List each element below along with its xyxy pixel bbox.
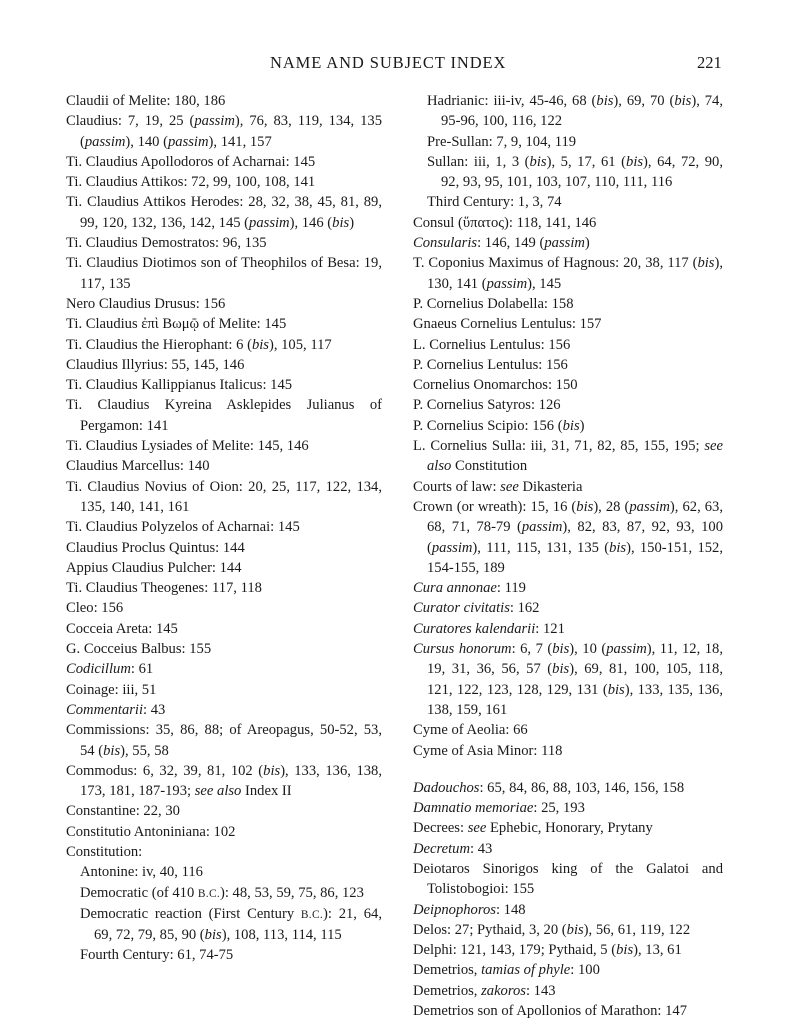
entry-text: Coinage: iii, 51 [66,681,157,698]
index-entry [66,477,382,518]
entry-text: Claudii of Melite: 180, 186 [66,93,226,109]
entry-text: bis [609,539,627,556]
index-entry [413,355,723,375]
entry-text: bis [596,93,614,109]
entry-text: bis [566,921,584,938]
entry-text: Ti. Claudius Lysiades of Melite: 145, 146 [66,438,309,455]
index-entry [66,192,382,233]
index-subentry [427,132,723,152]
entry-text: passim [629,498,670,515]
index-entry [413,981,723,1001]
entry-text: Deipnophoros [413,901,496,918]
page-title: NAME AND SUBJECT INDEX [270,53,507,72]
index-entry [413,395,723,415]
entry-text: Sullan: iii, 1, 3 ( [427,153,530,170]
entry-text: Ephebic, Honorary, Prytany [486,820,653,837]
entry-text: bis [263,762,281,779]
index-entry [66,233,382,253]
index-entry [413,294,723,314]
entry-text: B.C. [197,887,220,900]
entry-text: Democratic reaction (First Century [80,905,301,922]
index-entry [413,213,723,233]
index-entry [66,111,382,152]
entry-text: ) [349,214,355,231]
entry-text: : 146, 149 ( [477,235,545,252]
entry-text: bis [674,93,692,109]
entry-text: Cyme of Aeolia: 66 [413,722,528,739]
index-entry [413,598,723,618]
running-header [0,53,787,77]
index-entry [413,960,723,980]
entry-text: see also [194,783,242,800]
entry-text: passim [194,113,235,130]
entry-text: P. Cornelius Lentulus: 156 [413,356,568,373]
entry-text: Claudius Marcellus: 140 [66,458,210,475]
entry-text: Ti. Claudius Kallippianus Italicus: 145 [66,377,293,394]
entry-text: ), 108, 113, 114, 115 [221,927,342,944]
entry-text: passim [249,214,290,231]
index-entry [413,798,723,818]
index-entry [413,233,723,253]
entry-text: : 6, 7 ( [511,641,553,658]
entry-text: : 148 [495,901,526,918]
entry-text: ), 74, 95-96, 100, 116, 122 [441,93,723,130]
entry-text: Demetrios, [413,982,482,999]
entry-text: passim [431,539,473,556]
index-entry [66,619,382,639]
entry-text: ), 55, 58 [120,742,169,759]
entry-text: Ti. Claudius Diotimos son of Theophilos of Besa: 19, 117, 135 [66,255,382,292]
entry-text: Appius Claudius Pulcher: 144 [66,559,242,576]
entry-text: : 162 [509,600,540,617]
index-entry [66,152,382,172]
entry-text: ), 141, 157 [208,133,272,150]
entry-text: ), 56, 61, 119, 122 [583,921,691,938]
entry-text: P. Cornelius Scipio: 156 ( [413,417,563,434]
index-entry [413,778,723,798]
entry-text: P. Cornelius Dolabella: 158 [413,295,574,312]
index-entry [413,920,723,940]
entry-text: G. Cocceius Balbus: 155 [66,641,212,658]
entry-text: passim [486,275,528,292]
entry-text: Cursus honorum [413,641,512,658]
entry-text: passim [544,235,585,252]
index-subentry [80,883,382,904]
index-entry [413,416,723,436]
entry-text: Claudius: 7, 19, 25 ( [66,113,195,130]
entry-text: see [467,820,487,837]
entry-text: Nero Claudius Drusus: 156 [66,295,226,312]
entry-text: Demetrios son of Apollonios of Marathon: 147 [413,1003,688,1020]
page-number: 221 [697,53,722,72]
index-entry [413,900,723,920]
entry-text: zakoros [481,982,526,999]
index-subentry [80,904,382,946]
entry-text: bis [204,927,222,944]
index-entry [66,598,382,618]
index-entry [66,456,382,476]
index-entry [413,839,723,859]
entry-text: B.C. [300,908,323,921]
index-entry [66,172,382,192]
entry-text: Hadrianic: iii-iv, 45-46, 68 ( [427,93,597,109]
entry-text: Fourth Century: 61, 74-75 [80,947,234,964]
entry-text: passim [606,641,647,658]
entry-text: Ti. Claudius Polyzelos of Acharnai: 145 [66,519,300,536]
entry-text: ), 130, 141 ( [427,255,723,292]
entry-text: Delos: 27; Pythaid, 3, 20 ( [413,921,567,938]
entry-text: ), 28 ( [593,498,630,515]
index-entry [413,859,723,900]
index-entry [66,720,382,761]
entry-text: Deiotaros Sinorigos king of the Galatoi and Tolistobogioi: 155 [413,860,723,898]
index-entry [66,436,382,456]
entry-text: Constitution: [66,843,143,860]
entry-text: bis [251,336,269,353]
entry-text: ), 11, 12, 18, 19, 31, 36, 56, 57 ( [427,641,723,678]
entry-text: ), 82, 83, 87, 92, 93, 100 ( [427,519,723,556]
entry-text: ), 10 ( [569,641,607,658]
entry-text: : 100 [570,962,600,979]
entry-text: Commentarii [66,701,144,718]
index-subentry [80,945,382,965]
entry-text: : 25, 193 [533,800,585,817]
entry-text: : 61 [130,661,154,678]
index-entry [66,355,382,375]
entry-text: see [500,478,519,495]
entry-text: Consul (ὕπατος): 118, 141, 146 [413,214,597,231]
index-entry [66,639,382,659]
entry-text: Curatores kalendarii [413,620,536,637]
index-entry [66,822,382,842]
entry-text: Commissions: 35, 86, 88; of Areopagus, 50-52, 53, 54 ( [66,722,382,759]
entry-text: ), 133, 135, 136, 138, 159, 161 [427,681,723,718]
entry-text: Antonine: iv, 40, 116 [80,864,203,881]
index-entry [413,940,723,960]
index-entry [413,639,723,720]
entry-text: Ti. Claudius Attikos: 72, 99, 100, 108, 141 [66,174,316,191]
entry-text: : 43 [143,701,166,718]
index-column-right [413,91,723,1021]
entry-text: Ti. Claudius Apollodoros of Acharnai: 145 [66,153,316,170]
index-entry [66,395,382,436]
index-entry [66,335,382,355]
entry-text: passim [521,519,563,536]
entry-text: : 43 [470,840,493,857]
index-entry [413,477,723,497]
entry-text: Third Century: 1, 3, 74 [427,194,562,211]
index-entry [413,375,723,395]
index-entry [413,741,723,761]
index-entry [66,517,382,537]
index-entry [66,91,382,111]
entry-text: Constitution [451,458,528,475]
entry-text: : 65, 84, 86, 88, 103, 146, 156, 158 [479,779,685,796]
entry-text: ), 64, 72, 90, 92, 93, 95, 101, 103, 107, 110, 111, 116 [441,153,723,191]
index-entry [66,842,382,862]
entry-text: ), 133, 136, 138, 173, 181, 187-193; [80,762,382,800]
entry-text: bis [607,681,625,698]
entry-text: see also [427,438,723,475]
entry-text: T. Coponius Maximus of Hagnous: 20, 38, 117 ( [413,255,698,272]
index-entry [413,1001,723,1021]
index-subentry [427,152,723,193]
entry-text: bis [552,661,570,678]
index-subentry [80,862,382,882]
entry-text: Curator civitatis [413,600,510,617]
index-entry [66,680,382,700]
index-entry [66,314,382,334]
entry-text: Consularis [413,235,478,252]
entry-text: Commodus: 6, 32, 39, 81, 102 ( [66,762,264,779]
entry-text: passim [167,133,209,150]
index-subentry [427,91,723,132]
entry-text: Cura annonae [413,580,497,597]
entry-text: Pre-Sullan: 7, 9, 104, 119 [427,133,577,150]
entry-text: bis [332,214,350,231]
entry-text: Claudius Proclus Quintus: 144 [66,539,245,556]
entry-text: bis [103,742,121,759]
index-entry [66,700,382,720]
entry-text: Decretum [413,840,470,857]
entry-text: Index II [241,783,292,800]
entry-text: Ti. Claudius Novius of Oion: 20, 25, 117, 122, 134, 135, 140, 141, 161 [66,478,382,515]
entry-text: Cornelius Onomarchos: 150 [413,377,578,394]
index-column-left [66,91,382,966]
index-entry [66,294,382,314]
index-entry [413,578,723,598]
entry-text: ), 69, 81, 100, 105, 118, 121, 122, 123, 128, 129, 131 ( [427,661,724,698]
entry-text: Ti. Claudius Theogenes: 117, 118 [66,580,262,597]
entry-text: bis [552,641,570,658]
entry-text: Cleo: 156 [66,600,124,617]
entry-text: ), 76, 83, 119, 134, 135 ( [80,113,382,150]
entry-text: bis [616,942,634,959]
entry-text: ): 21, 64, 69, 72, 79, 85, 90 ( [94,905,382,944]
section-gap [413,761,723,778]
entry-text: Democratic (of 410 [80,884,198,901]
index-entry [413,253,723,294]
entry-text: ), 140 ( [125,133,168,150]
entry-text: Ti. Claudius Demostratos: 96, 135 [66,235,267,252]
entry-text: Crown (or wreath): 15, 16 ( [413,498,577,515]
entry-text: Cyme of Asia Minor: 118 [413,742,563,759]
entry-text: Ti. Claudius Attikos Herodes: 28, 32, 38, 45, 81, 89, 99, 120, 132, 136, 142, 145 ( [66,194,382,231]
index-entry [413,314,723,334]
index-entry [413,436,723,477]
entry-text: ), 111, 115, 131, 135 ( [472,539,610,556]
entry-text: ): 48, 53, 59, 75, 86, 123 [219,884,364,901]
entry-text: Demetrios, [413,962,482,979]
entry-text: Decrees: [413,820,468,837]
entry-text: Constantine: 22, 30 [66,803,180,820]
entry-text: ), 69, 70 ( [613,93,675,109]
index-entry [413,818,723,838]
index-entry [413,497,723,578]
entry-text: bis [529,153,547,170]
entry-text: bis [562,417,580,434]
entry-text: Codicillum [66,661,131,678]
index-entry [66,558,382,578]
entry-text: ) [579,417,585,434]
entry-text: bis [576,498,594,515]
entry-text: Damnatio memoriae [413,800,534,817]
entry-text: ), 146 ( [289,214,333,231]
index-entry [66,253,382,294]
index-subentry [427,192,723,212]
index-entry [66,761,382,802]
entry-text: Ti. Claudius Kyreina Asklepides Julianus of Pergamon: 141 [66,397,382,434]
entry-text: bis [697,255,715,272]
index-entry [66,375,382,395]
entry-text: Gnaeus Cornelius Lentulus: 157 [413,316,602,333]
index-entry [66,538,382,558]
entry-text: Courts of law: [413,478,501,495]
entry-text: L. Cornelius Lentulus: 156 [413,336,571,353]
entry-text: Constitutio Antoniniana: 102 [66,823,236,840]
index-entry [66,578,382,598]
entry-text: ) [584,235,590,252]
index-entry [413,720,723,740]
entry-text: Dadouchos [413,779,480,796]
entry-text: bis [626,153,644,170]
index-entry [66,801,382,821]
entry-text: : 121 [535,620,565,637]
entry-text: passim [84,133,126,150]
index-entry [66,659,382,679]
index-entry [413,335,723,355]
entry-text: ), 145 [527,275,562,292]
entry-text: Delphi: 121, 143, 179; Pythaid, 5 ( [413,942,617,959]
entry-text: : 143 [525,982,556,999]
entry-text: ), 105, 117 [268,336,332,353]
entry-text: P. Cornelius Satyros: 126 [413,397,561,414]
entry-text: L. Cornelius Sulla: iii, 31, 71, 82, 85, 155, 195; [413,438,705,455]
entry-text: ), 62, 63, 68, 71, 78-79 ( [427,498,723,536]
entry-text: Cocceia Areta: 145 [66,620,178,637]
entry-text: ), 5, 17, 61 ( [546,153,627,170]
entry-text: ), 150-151, 152, 154-155, 189 [427,539,723,576]
entry-text: : 119 [496,580,526,597]
entry-text: Claudius Illyrius: 55, 145, 146 [66,356,245,373]
entry-text: Dikasteria [518,478,583,495]
index-entry [413,619,723,639]
entry-text: tamias of phyle [481,962,571,979]
entry-text: Ti. Claudius ἐπὶ Βωμῷ of Melite: 145 [66,316,287,333]
entry-text: Ti. Claudius the Hierophant: 6 ( [66,336,252,353]
entry-text: ), 13, 61 [633,942,682,959]
